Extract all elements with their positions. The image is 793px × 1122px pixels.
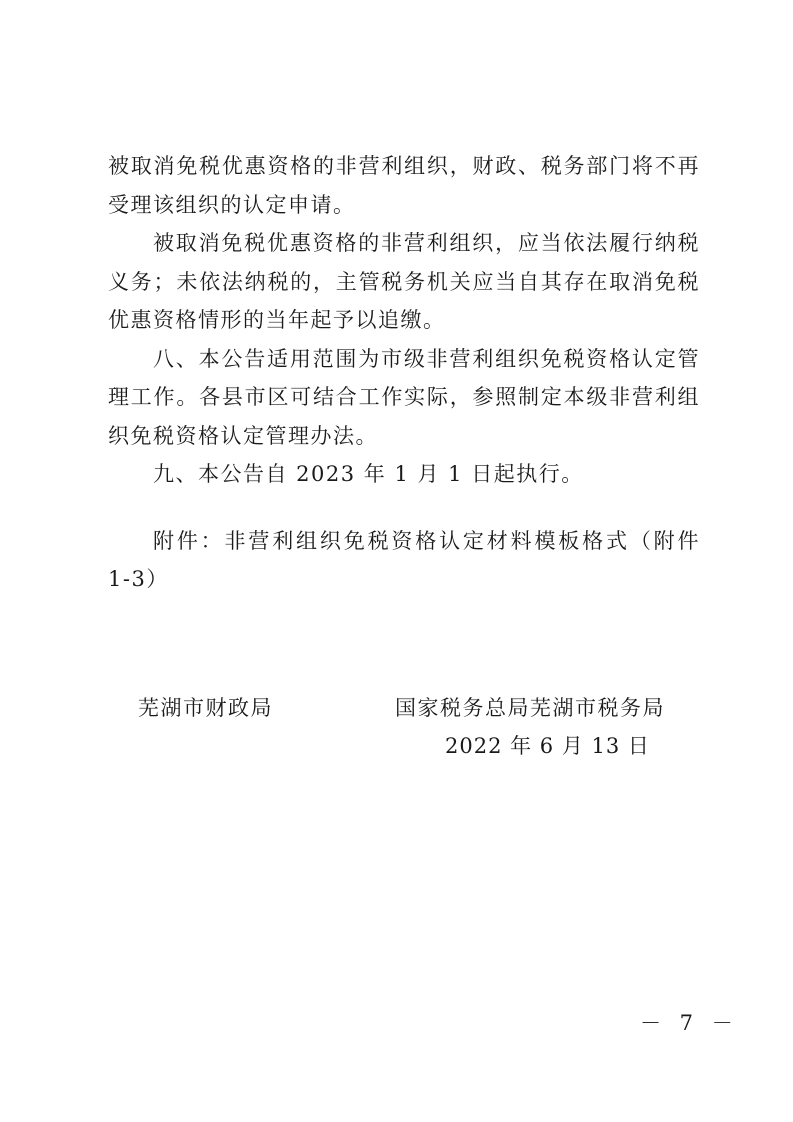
paragraph-effective-date: 九、本公告自 2023 年 1 月 1 日起执行。 [153,462,584,486]
paragraph-tax-obligation: 被取消免税优惠资格的非营利组织，应当依法履行纳税义务；未依法纳税的，主管税务机关应当自其存在取消免税优惠资格情形的当年起予以追缴。 [108,231,700,332]
document-body [108,147,700,599]
signature-tax-bureau: 国家税务总局芜湖市税务局 [395,696,665,720]
paragraph-scope: 八、本公告适用范围为市级非营利组织免税资格认定管理工作。各县市区可结合工作实际，参照制定本级非营利组织免税资格认定管理办法。 [108,346,700,448]
signature-date: 2022 年 6 月 13 日 [445,734,650,758]
paragraph-cancel-application: 被取消免税优惠资格的非营利组织，财政、税务部门将不再受理该组织的认定申请。 [108,154,700,217]
page-number: － 7 － [640,1011,739,1035]
signature-finance-bureau: 芜湖市财政局 [138,696,273,720]
attachment-note: 附件：非营利组织免税资格认定材料模板格式（附件 1-3） [108,528,700,591]
